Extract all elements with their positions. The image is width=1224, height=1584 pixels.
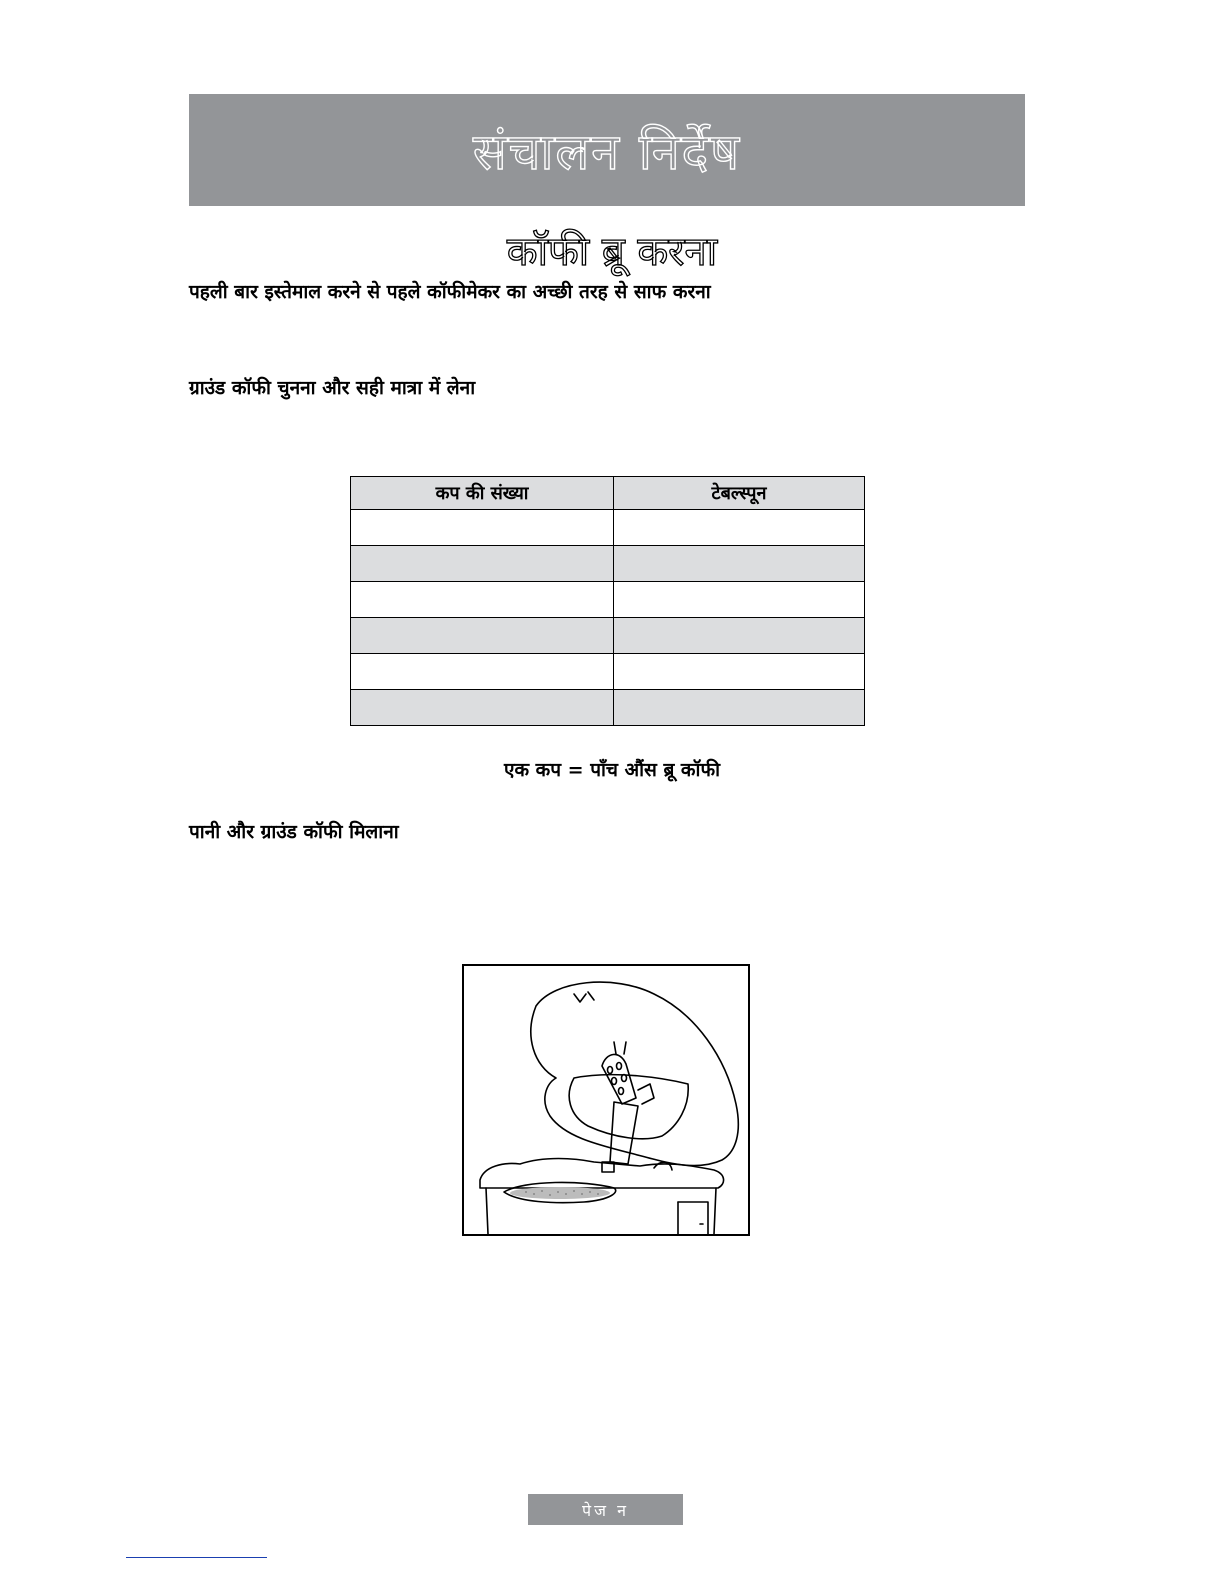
table-cell [614, 618, 865, 654]
table-cell [614, 546, 865, 582]
page-title: संचालन निर्देष [472, 123, 742, 181]
table-row [351, 690, 865, 726]
table-row [351, 510, 865, 546]
cup-definition-note: एक कप = पाँच औंस ब्रू कॉफी [503, 759, 721, 781]
coffeemaker-drawing [464, 966, 748, 1234]
table-cell [614, 510, 865, 546]
page-number-tab: पेज न [528, 1494, 683, 1525]
column-header-cups: कप की संख्या [351, 477, 614, 510]
table-cell [351, 510, 614, 546]
table-cell [614, 690, 865, 726]
footer-rule [126, 1557, 267, 1558]
table-row [351, 618, 865, 654]
table-cell [614, 654, 865, 690]
subheading-add-water: पानी और ग्राउंड कॉफी मिलाना [189, 821, 399, 843]
subheading-choose-coffee: ग्राउंड कॉफी चुनना और सही मात्रा में लेना [189, 377, 476, 399]
header-banner [189, 94, 1025, 206]
coffee-measure-table [350, 476, 865, 726]
table-row [351, 582, 865, 618]
subheading-first-clean: पहली बार इस्तेमाल करने से पहले कॉफीमेकर का अच्छी तरह से साफ करना [189, 281, 711, 303]
table-row [351, 654, 865, 690]
table-cell [614, 582, 865, 618]
table-header-row [351, 477, 865, 510]
table-cell [351, 582, 614, 618]
coffeemaker-illustration [462, 964, 750, 1236]
table-cell [351, 690, 614, 726]
column-header-tablespoons: टेबल्स्पून [614, 477, 865, 510]
table-cell [351, 654, 614, 690]
table-row [351, 546, 865, 582]
table-cell [351, 546, 614, 582]
section-title: कॉफी ब्रू करना [506, 229, 718, 275]
table-cell [351, 618, 614, 654]
